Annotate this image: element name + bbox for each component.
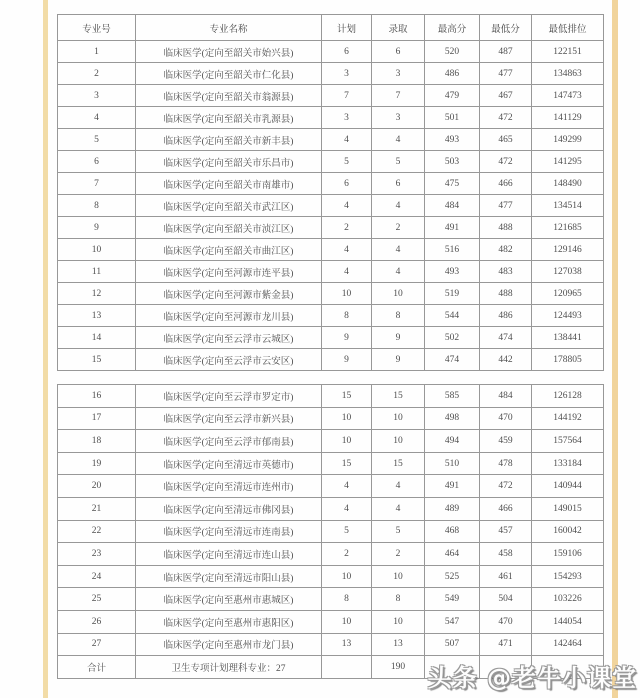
header-row <box>58 15 604 41</box>
cell-major-name: 临床医学(定向至韶关市翁源县) <box>136 85 322 107</box>
cell-major-name: 临床医学(定向至云浮市云城区) <box>136 327 322 349</box>
cell-major-no: 3 <box>58 85 136 107</box>
cell-major-no: 22 <box>58 520 136 543</box>
header-cell-admitted: 录取 <box>372 15 425 41</box>
right-edge-stripe <box>612 0 618 698</box>
header-cell-min-score: 最低分 <box>480 15 532 41</box>
cell-admitted: 8 <box>372 305 425 327</box>
admission-table-part1 <box>57 14 604 371</box>
table-row <box>58 173 604 195</box>
cell-plan: 3 <box>322 107 372 129</box>
cell-min-rank: 134514 <box>532 195 604 217</box>
cell-plan <box>322 656 372 679</box>
cell-admitted: 10 <box>372 407 425 430</box>
cell-plan: 4 <box>322 239 372 261</box>
table-row <box>58 497 604 520</box>
table-row <box>58 129 604 151</box>
cell-plan: 15 <box>322 385 372 408</box>
cell-min-score: 465 <box>480 129 532 151</box>
cell-min-rank: 126128 <box>532 385 604 408</box>
cell-major-no: 12 <box>58 283 136 305</box>
cell-min-rank: 138441 <box>532 327 604 349</box>
cell-min-score: 488 <box>480 217 532 239</box>
header-cell-min-rank: 最低排位 <box>532 15 604 41</box>
table-row <box>58 63 604 85</box>
cell-plan: 4 <box>322 261 372 283</box>
cell-admitted: 4 <box>372 195 425 217</box>
cell-plan: 10 <box>322 283 372 305</box>
cell-admitted: 15 <box>372 452 425 475</box>
cell-plan: 4 <box>322 129 372 151</box>
cell-min-rank: 157564 <box>532 430 604 453</box>
admission-table-part2 <box>57 384 604 679</box>
cell-admitted: 9 <box>372 349 425 371</box>
cell-admitted: 4 <box>372 239 425 261</box>
table-row <box>58 305 604 327</box>
cell-min-rank: 149015 <box>532 497 604 520</box>
cell-min-rank: 120965 <box>532 283 604 305</box>
cell-min-score: 466 <box>480 497 532 520</box>
cell-min-rank: 129146 <box>532 239 604 261</box>
cell-admitted: 3 <box>372 63 425 85</box>
cell-admitted: 10 <box>372 283 425 305</box>
cell-major-name: 临床医学(定向至韶关市乳源县) <box>136 107 322 129</box>
cell-plan: 2 <box>322 543 372 566</box>
table-row <box>58 543 604 566</box>
header-cell-plan: 计划 <box>322 15 372 41</box>
cell-major-no: 2 <box>58 63 136 85</box>
cell-min-score: 483 <box>480 261 532 283</box>
cell-major-name: 临床医学(定向至韶关市武江区) <box>136 195 322 217</box>
cell-max-score: 502 <box>425 327 480 349</box>
cell-admitted: 4 <box>372 129 425 151</box>
cell-admitted: 10 <box>372 430 425 453</box>
cell-plan: 7 <box>322 85 372 107</box>
cell-major-name: 临床医学(定向至惠州市龙门县) <box>136 633 322 656</box>
cell-major-name: 临床医学(定向至云浮市罗定市) <box>136 385 322 408</box>
cell-admitted: 10 <box>372 610 425 633</box>
cell-major-name: 临床医学(定向至云浮市新兴县) <box>136 407 322 430</box>
cell-min-rank: 134863 <box>532 63 604 85</box>
table-row <box>58 349 604 371</box>
cell-major-name: 临床医学(定向至韶关市南雄市) <box>136 173 322 195</box>
watermark: 头条 @老牛小课堂 <box>427 664 637 692</box>
cell-max-score: 491 <box>425 217 480 239</box>
cell-major-name: 临床医学(定向至云浮市郁南县) <box>136 430 322 453</box>
cell-min-rank: 178805 <box>532 349 604 371</box>
cell-max-score: 493 <box>425 261 480 283</box>
cell-plan: 8 <box>322 305 372 327</box>
cell-plan: 13 <box>322 633 372 656</box>
left-edge-stripe <box>43 0 48 698</box>
cell-admitted: 9 <box>372 327 425 349</box>
cell-major-no: 26 <box>58 610 136 633</box>
cell-min-rank: 148490 <box>532 173 604 195</box>
table-row <box>58 430 604 453</box>
cell-min-score: 488 <box>480 283 532 305</box>
cell-min-score: 457 <box>480 520 532 543</box>
cell-major-name: 临床医学(定向至清远市连山县) <box>136 543 322 566</box>
cell-plan: 5 <box>322 151 372 173</box>
table-header <box>58 15 604 41</box>
cell-admitted: 2 <box>372 217 425 239</box>
cell-max-score: 549 <box>425 588 480 611</box>
cell-max-score: 489 <box>425 497 480 520</box>
cell-min-rank: 127038 <box>532 261 604 283</box>
table-row <box>58 217 604 239</box>
cell-major-no: 4 <box>58 107 136 129</box>
cell-plan: 9 <box>322 327 372 349</box>
cell-admitted: 15 <box>372 385 425 408</box>
cell-major-no: 19 <box>58 452 136 475</box>
cell-major-no: 6 <box>58 151 136 173</box>
cell-min-score: 472 <box>480 151 532 173</box>
cell-plan: 6 <box>322 173 372 195</box>
cell-max-score: 498 <box>425 407 480 430</box>
cell-min-rank: 149299 <box>532 129 604 151</box>
cell-max-score: 491 <box>425 475 480 498</box>
cell-major-no: 16 <box>58 385 136 408</box>
table-row <box>58 610 604 633</box>
cell-min-score: 482 <box>480 239 532 261</box>
cell-min-score: 487 <box>480 41 532 63</box>
table-body-part1 <box>58 41 604 371</box>
cell-admitted: 5 <box>372 151 425 173</box>
cell-major-no: 17 <box>58 407 136 430</box>
cell-plan: 4 <box>322 195 372 217</box>
table-row <box>58 385 604 408</box>
cell-major-name: 临床医学(定向至河源市连平县) <box>136 261 322 283</box>
cell-min-rank: 121685 <box>532 217 604 239</box>
cell-admitted: 4 <box>372 261 425 283</box>
cell-major-no: 25 <box>58 588 136 611</box>
cell-admitted: 5 <box>372 520 425 543</box>
cell-plan: 10 <box>322 430 372 453</box>
table-row <box>58 520 604 543</box>
cell-admitted: 3 <box>372 107 425 129</box>
cell-plan: 8 <box>322 588 372 611</box>
cell-min-score: 477 <box>480 195 532 217</box>
cell-major-no: 10 <box>58 239 136 261</box>
header-cell-major-name: 专业名称 <box>136 15 322 41</box>
cell-max-score: 475 <box>425 173 480 195</box>
cell-major-name: 临床医学(定向至清远市英德市) <box>136 452 322 475</box>
cell-max-score: 464 <box>425 543 480 566</box>
table-row <box>58 151 604 173</box>
cell-major-name: 临床医学(定向至清远市阳山县) <box>136 565 322 588</box>
cell-min-score: 470 <box>480 407 532 430</box>
cell-min-score: 461 <box>480 565 532 588</box>
cell-max-score: 479 <box>425 85 480 107</box>
cell-major-no: 5 <box>58 129 136 151</box>
cell-max-score: 520 <box>425 41 480 63</box>
cell-min-score: 466 <box>480 173 532 195</box>
cell-major-no: 13 <box>58 305 136 327</box>
cell-max-score: 519 <box>425 283 480 305</box>
cell-major-name: 临床医学(定向至韶关市仁化县) <box>136 63 322 85</box>
cell-max-score: 510 <box>425 452 480 475</box>
cell-max-score: 468 <box>425 520 480 543</box>
cell-plan: 6 <box>322 41 372 63</box>
cell-max-score: 525 <box>425 565 480 588</box>
cell-major-no: 14 <box>58 327 136 349</box>
cell-major-name: 卫生专项计划理科专业：27 <box>136 656 322 679</box>
table-row <box>58 41 604 63</box>
cell-major-no: 7 <box>58 173 136 195</box>
cell-major-no: 9 <box>58 217 136 239</box>
cell-admitted: 4 <box>372 475 425 498</box>
cell-plan: 4 <box>322 475 372 498</box>
cell-major-name: 临床医学(定向至韶关市新丰县) <box>136 129 322 151</box>
cell-plan: 4 <box>322 497 372 520</box>
cell-admitted: 190 <box>372 656 425 679</box>
table-row <box>58 327 604 349</box>
cell-min-score: 472 <box>480 475 532 498</box>
cell-min-rank: 103226 <box>532 588 604 611</box>
table-row <box>58 452 604 475</box>
cell-major-no: 1 <box>58 41 136 63</box>
cell-major-name: 临床医学(定向至惠州市惠阳区) <box>136 610 322 633</box>
cell-major-no: 11 <box>58 261 136 283</box>
cell-min-rank: 124493 <box>532 305 604 327</box>
cell-major-name: 临床医学(定向至韶关市始兴县) <box>136 41 322 63</box>
cell-min-rank: 147473 <box>532 85 604 107</box>
cell-major-name: 临床医学(定向至河源市紫金县) <box>136 283 322 305</box>
cell-plan: 15 <box>322 452 372 475</box>
table-row <box>58 261 604 283</box>
cell-min-rank: 159106 <box>532 543 604 566</box>
cell-major-name: 临床医学(定向至清远市连州市) <box>136 475 322 498</box>
cell-min-score: 474 <box>480 327 532 349</box>
table-row <box>58 85 604 107</box>
table-row <box>58 633 604 656</box>
cell-plan: 9 <box>322 349 372 371</box>
cell-min-score: 471 <box>480 633 532 656</box>
cell-max-score: 493 <box>425 129 480 151</box>
cell-min-rank: 122151 <box>532 41 604 63</box>
cell-min-score: 486 <box>480 305 532 327</box>
cell-major-no: 27 <box>58 633 136 656</box>
cell-major-name: 临床医学(定向至清远市佛冈县) <box>136 497 322 520</box>
cell-max-score: 507 <box>425 633 480 656</box>
cell-min-rank: 144054 <box>532 610 604 633</box>
cell-min-rank: 141295 <box>532 151 604 173</box>
cell-max-score: 516 <box>425 239 480 261</box>
cell-max-score: 503 <box>425 151 480 173</box>
cell-plan: 3 <box>322 63 372 85</box>
cell-major-name: 临床医学(定向至清远市连南县) <box>136 520 322 543</box>
cell-major-name: 临床医学(定向至河源市龙川县) <box>136 305 322 327</box>
table-row <box>58 565 604 588</box>
cell-major-name: 临床医学(定向至云浮市云安区) <box>136 349 322 371</box>
cell-min-score: 467 <box>480 85 532 107</box>
cell-max-score: 547 <box>425 610 480 633</box>
cell-admitted: 13 <box>372 633 425 656</box>
table-row <box>58 195 604 217</box>
cell-major-name: 临床医学(定向至韶关市浈江区) <box>136 217 322 239</box>
cell-min-score: 442 <box>480 349 532 371</box>
cell-major-name: 临床医学(定向至韶关市乐昌市) <box>136 151 322 173</box>
table-row <box>58 107 604 129</box>
cell-admitted: 6 <box>372 41 425 63</box>
cell-min-score: 470 <box>480 610 532 633</box>
cell-major-no: 23 <box>58 543 136 566</box>
cell-min-rank: 142464 <box>532 633 604 656</box>
cell-min-rank: 154293 <box>532 565 604 588</box>
cell-min-score: 478 <box>480 452 532 475</box>
table-row <box>58 475 604 498</box>
header-cell-major-no: 专业号 <box>58 15 136 41</box>
cell-min-score: 458 <box>480 543 532 566</box>
cell-admitted: 10 <box>372 565 425 588</box>
cell-max-score: 486 <box>425 63 480 85</box>
cell-admitted: 2 <box>372 543 425 566</box>
cell-max-score: 585 <box>425 385 480 408</box>
cell-major-no: 21 <box>58 497 136 520</box>
cell-major-name: 临床医学(定向至惠州市惠城区) <box>136 588 322 611</box>
cell-min-score: 477 <box>480 63 532 85</box>
cell-max-score: 484 <box>425 195 480 217</box>
table-row <box>58 283 604 305</box>
cell-plan: 5 <box>322 520 372 543</box>
cell-min-rank: 140944 <box>532 475 604 498</box>
cell-major-no: 18 <box>58 430 136 453</box>
table-row <box>58 407 604 430</box>
admission-score-tables <box>57 14 603 679</box>
cell-admitted: 8 <box>372 588 425 611</box>
cell-max-score: 494 <box>425 430 480 453</box>
cell-min-rank: 141129 <box>532 107 604 129</box>
table-row <box>58 588 604 611</box>
cell-plan: 10 <box>322 407 372 430</box>
cell-major-no: 8 <box>58 195 136 217</box>
cell-major-no: 24 <box>58 565 136 588</box>
cell-min-score: 484 <box>480 385 532 408</box>
cell-major-no: 15 <box>58 349 136 371</box>
cell-min-rank: 144192 <box>532 407 604 430</box>
cell-major-no: 20 <box>58 475 136 498</box>
cell-major-name: 临床医学(定向至韶关市曲江区) <box>136 239 322 261</box>
cell-admitted: 6 <box>372 173 425 195</box>
cell-min-rank: 133184 <box>532 452 604 475</box>
cell-plan: 10 <box>322 610 372 633</box>
cell-max-score: 501 <box>425 107 480 129</box>
table-row <box>58 239 604 261</box>
cell-plan: 2 <box>322 217 372 239</box>
cell-admitted: 4 <box>372 497 425 520</box>
cell-min-score: 472 <box>480 107 532 129</box>
cell-min-score: 504 <box>480 588 532 611</box>
cell-min-rank: 160042 <box>532 520 604 543</box>
cell-admitted: 7 <box>372 85 425 107</box>
cell-max-score: 544 <box>425 305 480 327</box>
cell-min-score: 459 <box>480 430 532 453</box>
table-body-part2 <box>58 385 604 679</box>
cell-major-no: 合计 <box>58 656 136 679</box>
cell-max-score: 474 <box>425 349 480 371</box>
cell-plan: 10 <box>322 565 372 588</box>
header-cell-max-score: 最高分 <box>425 15 480 41</box>
